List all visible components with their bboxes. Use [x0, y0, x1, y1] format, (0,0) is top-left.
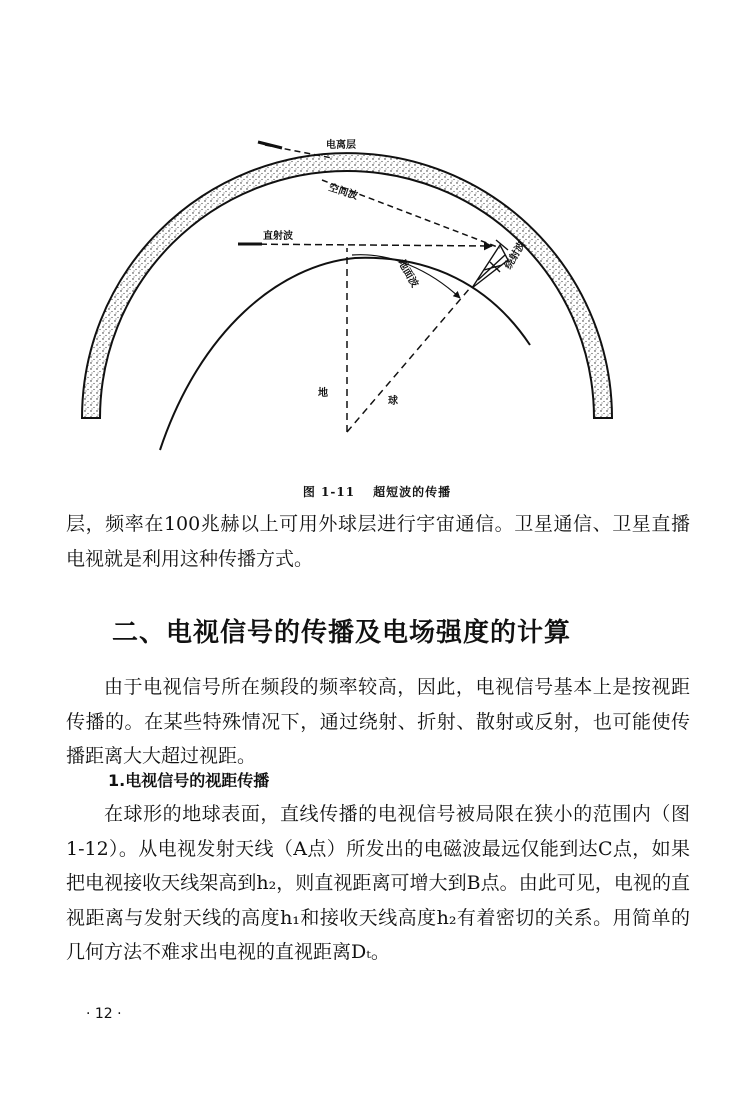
paragraph-3: 在球形的地球表面，直线传播的电视信号被局限在狭小的范围内（图1-12）。从电视发射天线（A点）所发出的电磁波最远仅能到达C点，如果把电视接收天线架高到h₂，则直视距离可增大到B点。由此可见，电视的直视距离与发射天线的高度h₁和接收天线高度h₂有着密切的关系。用简单的几何方法不难求出电视的直视距离Dₜ。: [66, 803, 690, 963]
figure-caption-number: 图 1-11: [302, 485, 356, 499]
section-heading: 二、电视信号的传播及电场强度的计算: [112, 618, 572, 648]
label-ionosphere: 电离层: [326, 140, 356, 151]
label-earth-left: 地: [318, 388, 328, 399]
figure-caption-text: 超短波的传播: [373, 485, 452, 499]
figure-caption: [0, 483, 754, 500]
paragraph-1: 层，频率在100兆赫以上可用外球层进行宇宙通信。卫星通信、卫星直播电视就是利用这种传播方式。: [66, 513, 690, 570]
label-space-wave: 空间波: [327, 182, 360, 203]
subheading: 1.电视信号的视距传播: [108, 771, 270, 790]
propagation-figure: [60, 110, 700, 465]
direct-wave-line: [238, 244, 492, 246]
earth-radius-diagonal: [347, 288, 470, 432]
label-direct-wave: 直射波: [263, 231, 293, 242]
label-earth-right: 球: [388, 396, 398, 407]
label-ground-wave: 地面波: [395, 258, 420, 290]
page-number: · 12 ·: [86, 1006, 122, 1022]
antenna-tower-icon: [472, 240, 508, 288]
label-diffraction: 绕射波: [503, 240, 528, 272]
paragraph-2: 由于电视信号所在频段的频率较高，因此，电视信号基本上是按视距传播的。在某些特殊情况下，通过绕射、折射、散射或反射，也可能使传播距离大大超过视距。: [66, 676, 690, 767]
